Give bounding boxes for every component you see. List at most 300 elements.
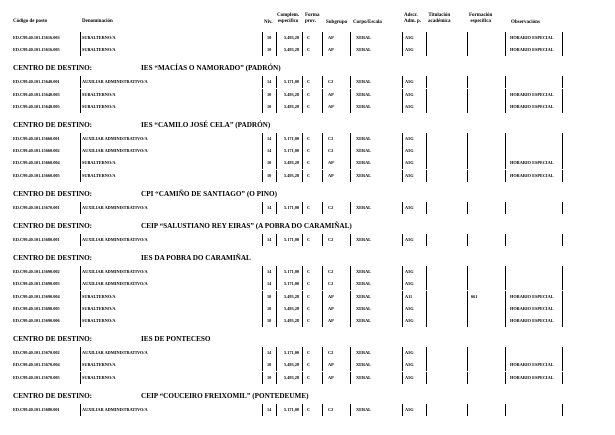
posto-subgrupo: C2 [328, 136, 334, 141]
column-divider [402, 76, 403, 88]
column-divider [426, 76, 427, 88]
column-divider [350, 291, 351, 303]
posto-denominacion: AUXILIAR ADMINISTRATIVO/A [82, 269, 148, 275]
column-divider [302, 278, 303, 290]
column-divider [322, 101, 323, 113]
header-adscr [404, 13, 421, 24]
column-divider [467, 315, 468, 327]
header-forma-line1: Forma [305, 13, 320, 18]
table-row [0, 76, 615, 88]
column-divider [426, 89, 427, 101]
column-divider [426, 101, 427, 113]
table-row [0, 347, 615, 359]
column-divider [262, 266, 263, 278]
column-divider [426, 303, 427, 315]
posto-denominacion: SUBALTERNO/A [82, 47, 116, 53]
column-divider [467, 145, 468, 157]
column-divider [322, 157, 323, 169]
posto-complemento: 5.493,28 [284, 362, 300, 368]
column-divider [322, 359, 323, 371]
posto-denominacion: AUXILIAR ADMINISTRATIVO/A [82, 281, 148, 287]
posto-nivel: 10 [267, 374, 272, 380]
table-row [0, 32, 615, 44]
column-divider [80, 372, 81, 384]
posto-corpo: XERAL [356, 406, 372, 412]
posto-observacions: HORARIO ESPECIAL [510, 91, 554, 97]
column-divider [562, 145, 563, 157]
posto-nivel: 10 [267, 172, 272, 178]
posto-nivel: 10 [267, 103, 272, 109]
header-formacion-line1: Formación [469, 13, 493, 18]
posto-adscricion: A5G [405, 103, 414, 109]
column-divider [562, 170, 563, 182]
column-divider [262, 347, 263, 359]
column-divider [302, 315, 303, 327]
centro-destino-heading [0, 190, 615, 200]
posto-corpo: XERAL [356, 350, 372, 356]
posto-complemento: 5.493,28 [284, 293, 300, 299]
posto-code: ED.C99.40.101.15640.001 [13, 79, 60, 85]
posto-code: ED.C99.40.101.15660.001 [13, 136, 60, 141]
column-divider [80, 359, 81, 371]
column-divider [276, 359, 277, 371]
column-divider [402, 133, 403, 145]
column-divider [505, 315, 506, 327]
posto-nivel: 14 [267, 281, 272, 287]
posto-subgrupo: C2 [328, 148, 334, 154]
column-divider [276, 44, 277, 56]
column-divider [402, 347, 403, 359]
column-divider [402, 359, 403, 371]
column-divider [322, 76, 323, 88]
column-divider [276, 278, 277, 290]
column-divider [426, 315, 427, 327]
column-divider [562, 266, 563, 278]
posto-observacions: HORARIO ESPECIAL [510, 160, 554, 166]
column-divider [467, 170, 468, 182]
column-divider [402, 315, 403, 327]
centro-destino-heading [0, 335, 615, 345]
posto-adscricion: A5G [405, 160, 414, 166]
column-divider [80, 44, 81, 56]
column-divider [302, 404, 303, 416]
posto-nivel: 10 [267, 47, 272, 53]
posto-nivel: 14 [267, 237, 272, 242]
posto-denominacion: AUXILIAR ADMINISTRATIVO/A [82, 237, 148, 242]
posto-subgrupo: C2 [328, 281, 334, 287]
posto-code: ED.C99.40.101.15690.005 [13, 305, 60, 311]
column-divider [505, 347, 506, 359]
column-divider [302, 133, 303, 145]
posto-adscricion: A5G [405, 305, 414, 311]
column-divider [426, 404, 427, 416]
column-divider [562, 133, 563, 145]
column-divider [505, 145, 506, 157]
posto-adscricion: A5G [405, 269, 414, 275]
column-divider [562, 101, 563, 113]
posto-forma: C [307, 35, 311, 40]
posto-forma: C [307, 204, 311, 210]
posto-adscricion: A5G [405, 374, 414, 380]
column-divider [467, 278, 468, 290]
column-divider [505, 202, 506, 214]
posto-complemento: 5.171,00 [284, 406, 300, 412]
column-divider [562, 291, 563, 303]
column-divider [350, 359, 351, 371]
column-divider [262, 145, 263, 157]
posto-code: ED.C99.40.101.15660.002 [13, 148, 60, 154]
table-row [0, 278, 615, 290]
posto-adscricion: A5G [405, 91, 414, 97]
centro-destino-name: CEIP “SALUSTIANO REY EIRAS” (A POBRA DO CARAMIÑAL) [141, 222, 352, 230]
posto-corpo: XERAL [356, 160, 372, 166]
table-row [0, 404, 615, 416]
column-divider [562, 303, 563, 315]
column-divider [262, 101, 263, 113]
posto-adscricion: A5G [405, 204, 414, 210]
centro-destino-heading [0, 392, 615, 402]
column-divider [426, 145, 427, 157]
column-divider [80, 347, 81, 359]
column-divider [562, 372, 563, 384]
column-divider [302, 157, 303, 169]
column-divider [467, 32, 468, 44]
table-row [0, 202, 615, 214]
column-divider [262, 303, 263, 315]
posto-nivel: 10 [267, 160, 272, 166]
column-divider [262, 157, 263, 169]
posto-corpo: XERAL [356, 91, 372, 97]
column-divider [276, 170, 277, 182]
posto-denominacion: SUBALTERNO/A [82, 103, 116, 109]
column-divider [262, 202, 263, 214]
posto-corpo: XERAL [356, 172, 372, 178]
posto-code: ED.C99.40.101.15660.004 [13, 160, 60, 166]
column-divider [80, 145, 81, 157]
column-divider [562, 347, 563, 359]
posto-denominacion: SUBALTERNO/A [82, 35, 116, 40]
column-divider [402, 101, 403, 113]
column-divider [302, 266, 303, 278]
centro-destino-label: CENTRO DE DESTINO: [13, 121, 93, 129]
posto-nivel: 14 [267, 204, 272, 210]
posto-nivel: 10 [267, 91, 272, 97]
posto-subgrupo: AP [328, 374, 334, 380]
table-row [0, 291, 615, 303]
posto-forma: C [307, 136, 311, 141]
column-divider [276, 89, 277, 101]
column-divider [402, 372, 403, 384]
posto-adscricion: A5G [405, 35, 414, 40]
column-divider [276, 291, 277, 303]
posto-complemento: 5.171,00 [284, 79, 300, 85]
header-forma-line2: prov. [305, 18, 316, 24]
column-divider [505, 404, 506, 416]
header-titulacion [428, 13, 451, 24]
column-divider [276, 303, 277, 315]
column-divider [276, 347, 277, 359]
centro-destino-label: CENTRO DE DESTINO: [13, 391, 93, 400]
column-divider [350, 89, 351, 101]
table-row [0, 157, 615, 169]
column-divider [350, 303, 351, 315]
posto-code: ED.C99.40.101.15616.003 [13, 35, 60, 40]
posto-nivel: 10 [267, 293, 272, 299]
posto-adscricion: A5G [405, 318, 414, 323]
column-divider [276, 145, 277, 157]
column-divider [350, 372, 351, 384]
column-divider [276, 404, 277, 416]
header-titulacion-line2: académica [428, 18, 451, 24]
column-divider [322, 347, 323, 359]
posto-denominacion: AUXILIAR ADMINISTRATIVO/A [82, 79, 148, 85]
posto-code: ED.C99.40.101.15690.006 [13, 318, 60, 323]
posto-subgrupo: AP [328, 172, 334, 178]
column-divider [302, 170, 303, 182]
posto-complemento: 5.493,28 [284, 160, 300, 166]
centro-destino-name: IES DE PONTECESO [141, 335, 211, 344]
column-divider [426, 291, 427, 303]
table-row [0, 359, 615, 371]
column-divider [505, 291, 506, 303]
column-divider [562, 32, 563, 44]
column-divider [302, 303, 303, 315]
column-divider [276, 234, 277, 246]
table-row [0, 303, 615, 315]
posto-adscricion: A5G [405, 362, 414, 368]
column-divider [80, 157, 81, 169]
column-divider [350, 315, 351, 327]
column-divider [402, 89, 403, 101]
column-divider [426, 359, 427, 371]
column-divider [302, 347, 303, 359]
posto-corpo: XERAL [356, 269, 372, 275]
column-divider [505, 101, 506, 113]
posto-denominacion: SUBALTERNO/A [82, 318, 116, 323]
column-divider [467, 404, 468, 416]
column-divider [505, 266, 506, 278]
column-divider [467, 101, 468, 113]
posto-subgrupo: AP [328, 35, 334, 40]
table-row [0, 145, 615, 157]
posto-subgrupo: AP [328, 362, 334, 368]
column-divider [426, 266, 427, 278]
column-divider [402, 44, 403, 56]
column-divider [80, 315, 81, 327]
column-divider [80, 291, 81, 303]
posto-nivel: 14 [267, 148, 272, 154]
column-divider [80, 133, 81, 145]
posto-subgrupo: AP [328, 293, 334, 299]
posto-code: ED.C99.40.101.15690.002 [13, 269, 60, 275]
posto-observacions: HORARIO ESPECIAL [510, 172, 554, 178]
centro-destino-name: CPI “CAMIÑO DE SANTIAGO” (O PINO) [141, 189, 277, 198]
posto-complemento: 5.171,00 [284, 237, 300, 242]
column-divider [562, 76, 563, 88]
table-row [0, 101, 615, 113]
column-divider [467, 44, 468, 56]
posto-corpo: XERAL [356, 374, 372, 380]
column-divider [562, 157, 563, 169]
posto-corpo: XERAL [356, 305, 372, 311]
column-divider [276, 32, 277, 44]
table-row [0, 170, 615, 182]
column-divider [302, 234, 303, 246]
posto-adscricion: A5G [405, 406, 414, 412]
posto-code: ED.C99.40.101.15670.005 [13, 374, 60, 380]
posto-code: ED.C99.40.101.15680.001 [13, 237, 60, 242]
posto-adscricion: A5G [405, 350, 414, 356]
table-row [0, 234, 615, 246]
posto-observacions: HORARIO ESPECIAL [510, 362, 554, 368]
centro-destino-heading [0, 64, 615, 74]
centro-destino-heading [0, 222, 615, 232]
posto-complemento: 5.171,00 [284, 269, 300, 275]
column-divider [262, 234, 263, 246]
centro-destino-label: CENTRO DE DESTINO: [13, 222, 93, 230]
posto-adscricion: A5G [405, 237, 414, 242]
header-forma [305, 13, 319, 24]
posto-forma: C [307, 281, 311, 287]
column-divider [302, 44, 303, 56]
posto-code: ED.C99.40.101.15640.005 [13, 103, 60, 109]
posto-code: ED.C99.40.101.15640.003 [13, 91, 60, 97]
column-divider [350, 278, 351, 290]
posto-formacion: 661 [471, 293, 478, 299]
posto-code: ED.C99.40.101.15680.001 [13, 406, 60, 412]
column-divider [426, 372, 427, 384]
column-divider [467, 347, 468, 359]
posto-forma: C [307, 350, 311, 356]
column-divider [402, 266, 403, 278]
column-divider [302, 89, 303, 101]
column-divider [426, 44, 427, 56]
column-divider [505, 359, 506, 371]
centro-destino-name: IES “MACÍAS O NAMORADO” (PADRÓN) [141, 64, 281, 73]
column-divider [562, 234, 563, 246]
posto-complemento: 5.493,28 [284, 318, 300, 323]
table-row [0, 266, 615, 278]
posto-subgrupo: C2 [328, 79, 334, 85]
column-divider [276, 133, 277, 145]
posto-nivel: 10 [267, 305, 272, 311]
column-divider [276, 101, 277, 113]
posto-denominacion: SUBALTERNO/A [82, 91, 116, 97]
column-divider [322, 278, 323, 290]
column-divider [302, 291, 303, 303]
posto-nivel: 10 [267, 362, 272, 368]
column-divider [322, 133, 323, 145]
posto-nivel: 14 [267, 136, 272, 141]
posto-denominacion: SUBALTERNO/A [82, 293, 116, 299]
column-divider [350, 101, 351, 113]
column-divider [562, 404, 563, 416]
column-divider [505, 234, 506, 246]
column-divider [276, 315, 277, 327]
posto-code: ED.C99.40.101.15670.002 [13, 350, 60, 356]
column-divider [262, 170, 263, 182]
column-divider [350, 404, 351, 416]
posto-adscricion: A5G [405, 47, 414, 53]
posto-complemento: 5.171,00 [284, 136, 300, 141]
posto-subgrupo: AP [328, 103, 334, 109]
posto-code: ED.C99.40.101.15690.004 [13, 293, 60, 299]
posto-complemento: 5.171,00 [284, 281, 300, 287]
header-formacion [469, 13, 492, 24]
posto-adscricion: A5G [405, 281, 414, 287]
centro-destino-name: IES “CAMILO JOSÉ CELA” (PADRÓN) [141, 121, 271, 129]
column-divider [262, 315, 263, 327]
column-divider [276, 266, 277, 278]
posto-complemento: 5.493,28 [284, 374, 300, 380]
posto-corpo: XERAL [356, 47, 372, 53]
column-divider [505, 76, 506, 88]
column-divider [322, 372, 323, 384]
header-codigo: Código de posto [13, 19, 48, 24]
column-divider [276, 157, 277, 169]
column-divider [262, 372, 263, 384]
column-divider [402, 278, 403, 290]
posto-subgrupo: AP [328, 47, 334, 53]
posto-observacions: HORARIO ESPECIAL [510, 318, 554, 323]
column-divider [426, 347, 427, 359]
column-divider [262, 133, 263, 145]
header-adscr-line1: Adscr. [404, 13, 418, 18]
posto-adscricion: A5G [405, 172, 414, 178]
column-divider [505, 278, 506, 290]
header-complem-line1: Complem. [277, 13, 300, 18]
column-divider [467, 89, 468, 101]
posto-forma: C [307, 103, 311, 109]
column-divider [322, 170, 323, 182]
column-divider [302, 359, 303, 371]
header-complem-line2: específico [277, 18, 299, 24]
posto-forma: C [307, 160, 311, 166]
column-divider [80, 278, 81, 290]
column-divider [322, 291, 323, 303]
posto-complemento: 5.493,28 [284, 91, 300, 97]
posto-complemento: 5.171,00 [284, 148, 300, 154]
posto-denominacion: SUBALTERNO/A [82, 362, 116, 368]
column-divider [262, 32, 263, 44]
posto-forma: C [307, 318, 311, 323]
posto-subgrupo: C2 [328, 350, 334, 356]
column-divider [402, 145, 403, 157]
posto-subgrupo: C2 [328, 406, 334, 412]
posto-forma: C [307, 374, 311, 380]
posto-code: ED.C99.40.101.15690.003 [13, 281, 60, 287]
posto-corpo: XERAL [356, 362, 372, 368]
column-divider [350, 202, 351, 214]
column-divider [426, 234, 427, 246]
table-row [0, 89, 615, 101]
column-divider [426, 170, 427, 182]
posto-denominacion: SUBALTERNO/A [82, 172, 116, 178]
column-divider [262, 44, 263, 56]
header-nivel: Niv. [264, 20, 273, 25]
posto-forma: C [307, 406, 311, 412]
column-divider [350, 266, 351, 278]
column-divider [426, 32, 427, 44]
column-divider [402, 291, 403, 303]
posto-complemento: 5.171,00 [284, 204, 300, 210]
column-divider [505, 303, 506, 315]
posto-subgrupo: AP [328, 91, 334, 97]
posto-denominacion: AUXILIAR ADMINISTRATIVO/A [82, 204, 148, 210]
centro-destino-label: CENTRO DE DESTINO: [13, 189, 93, 198]
column-divider [80, 303, 81, 315]
posto-complemento: 5.493,28 [284, 47, 300, 53]
